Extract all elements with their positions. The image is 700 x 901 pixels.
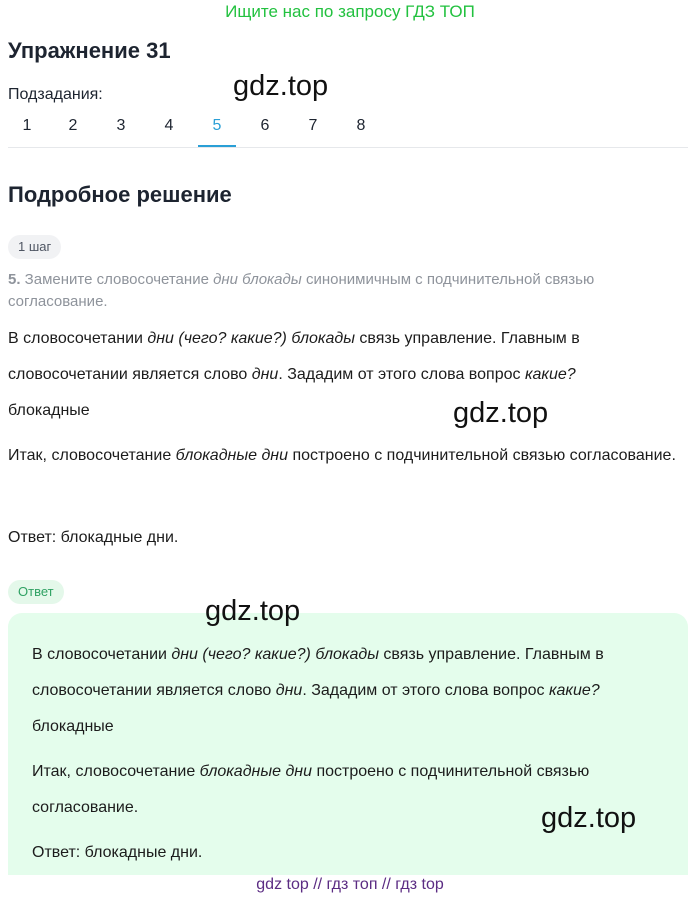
subtask-tab-6[interactable]: 6 bbox=[260, 117, 270, 134]
step-badge: 1 шаг bbox=[8, 235, 61, 259]
answer-italic: блокадные дни bbox=[199, 763, 313, 780]
subtask-tab-7[interactable]: 7 bbox=[308, 117, 318, 134]
solution-paragraph bbox=[8, 438, 692, 474]
answer-text: . Зададим от этого слова вопрос bbox=[302, 682, 549, 699]
task-phrase: дни блокады bbox=[213, 271, 302, 288]
subtask-tab-4[interactable]: 4 bbox=[164, 117, 174, 134]
answer-final-line: Ответ: блокадные дни. bbox=[32, 844, 203, 861]
answer-text: блокадные bbox=[32, 718, 114, 735]
footer-links[interactable]: gdz top // гдз топ // гдз top bbox=[256, 876, 444, 893]
task-number: 5. bbox=[8, 271, 21, 288]
answer-italic: дни (чего? какие?) блокады bbox=[171, 646, 379, 663]
answer-box bbox=[8, 613, 688, 875]
answer-text: связь управление. Главным в словосочетании является слово bbox=[32, 646, 604, 699]
solution-text: В словосочетании bbox=[8, 330, 148, 347]
subtask-tab-5[interactable]: 5 bbox=[198, 112, 236, 147]
solution-text: . Зададим от этого слова вопрос bbox=[278, 366, 525, 383]
answer-text: В словосочетании bbox=[32, 646, 172, 663]
subtask-tab-1[interactable]: 1 bbox=[22, 117, 32, 134]
answer-italic: дни bbox=[275, 682, 303, 699]
watermark: gdz.top bbox=[233, 70, 329, 102]
subtasks-label: Подзадания: bbox=[8, 86, 103, 103]
subtask-tab-8[interactable]: 8 bbox=[356, 117, 366, 134]
subtask-tabs bbox=[8, 112, 688, 148]
task-text-part: синонимичным с подчинительной связью согласование. bbox=[8, 271, 595, 310]
answer-paragraph bbox=[32, 637, 672, 745]
task-text bbox=[8, 269, 688, 313]
watermark: gdz.top bbox=[205, 595, 301, 627]
page-title: Упражнение 31 bbox=[8, 38, 171, 63]
task-text-part: Замените словосочетание bbox=[20, 271, 214, 288]
top-banner[interactable]: Ищите нас по запросу ГДЗ ТОП bbox=[225, 2, 475, 21]
answer-badge: Ответ bbox=[8, 580, 64, 604]
section-title: Подробное решение bbox=[8, 182, 232, 207]
solution-answer-line: Ответ: блокадные дни. bbox=[8, 529, 179, 546]
solution-text: Итак, словосочетание bbox=[8, 447, 176, 464]
solution-italic: какие? bbox=[524, 366, 576, 383]
subtask-tab-3[interactable]: 3 bbox=[116, 117, 126, 134]
solution-italic: дни (чего? какие?) блокады bbox=[147, 330, 355, 347]
watermark: gdz.top bbox=[453, 397, 549, 429]
subtask-tab-2[interactable]: 2 bbox=[68, 117, 78, 134]
solution-italic: дни bbox=[251, 366, 279, 383]
solution-text: построено с подчинительной связью согласование. bbox=[288, 447, 676, 464]
answer-text: построено с подчинительной связью согласование. bbox=[32, 763, 590, 816]
answer-text: Итак, словосочетание bbox=[32, 763, 200, 780]
solution-italic: блокадные дни bbox=[175, 447, 289, 464]
solution-paragraph bbox=[8, 321, 692, 429]
watermark: gdz.top bbox=[541, 802, 637, 834]
solution-text: блокадные bbox=[8, 402, 90, 419]
solution-text: связь управление. Главным в словосочетании является слово bbox=[8, 330, 580, 383]
answer-italic: какие? bbox=[548, 682, 600, 699]
